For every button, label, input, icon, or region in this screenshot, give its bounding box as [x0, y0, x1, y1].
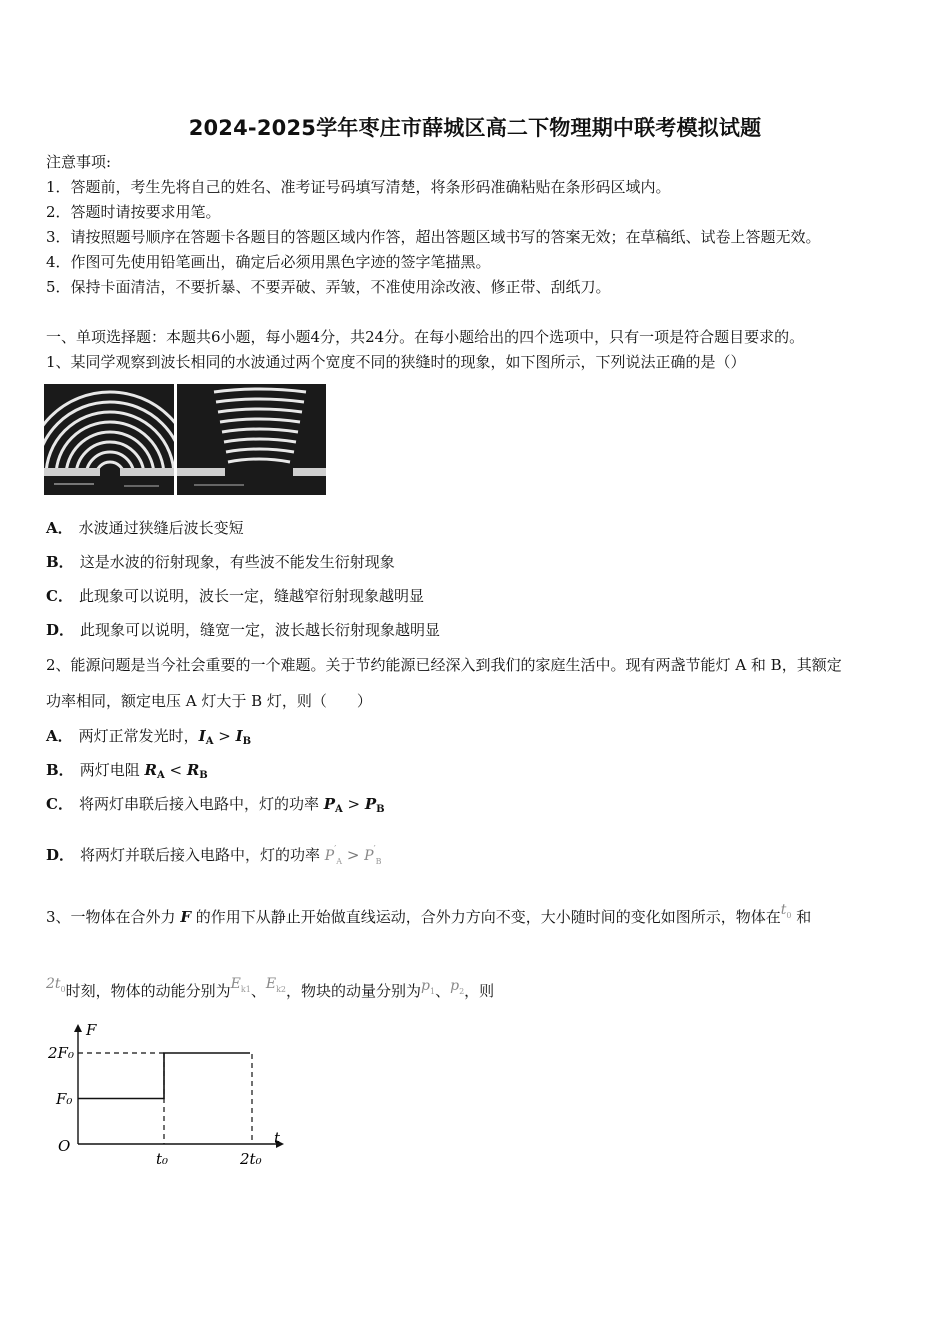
math-symbol: t: [780, 902, 787, 918]
math-symbol: P: [324, 848, 335, 864]
math-subscript: A: [335, 804, 343, 815]
option-text: 这是水波的衍射现象，有些波不能发生衍射现象: [79, 553, 395, 571]
math-symbol: R: [144, 761, 157, 779]
notice-heading: 注意事项:: [46, 153, 112, 171]
math-symbol: E: [230, 976, 241, 992]
math-subscript: B: [199, 770, 208, 781]
y-axis-arrow: [74, 1024, 82, 1032]
option-text: 此现象可以说明，缝宽一定，波长越长衍射现象越明显: [80, 621, 441, 639]
q1-option-d[interactable]: [46, 620, 440, 640]
option-letter: A．: [46, 727, 73, 745]
option-letter: C．: [46, 795, 73, 813]
notice-item: 5．保持卡面清洁，不要折暴、不要弄破、弄皱，不准使用涂改液、修正带、刮纸刀。: [46, 278, 611, 296]
question-3-stem-line1: [46, 900, 811, 927]
option-text: 两灯正常发光时，: [78, 727, 199, 745]
math-subscript: B: [375, 857, 382, 866]
option-letter: A．: [46, 519, 73, 537]
math-symbol: p: [421, 978, 430, 994]
y-tick-label: 2F₀: [48, 1044, 74, 1062]
math-subscript: k1: [240, 985, 251, 994]
math-subscript: A: [336, 857, 343, 866]
notice-item: 1．答题前，考生先将自己的姓名、准考证号码填写清楚，将条形码准确粘贴在条形码区域内。: [46, 178, 671, 196]
math-symbol: I: [235, 727, 243, 745]
section-heading: 一、单项选择题：本题共6小题，每小题4分，共24分。在每小题给出的四个选项中，只有一项是符合题目要求的。: [46, 328, 805, 346]
math-subscript: 2: [459, 987, 465, 996]
separator: 、: [250, 982, 266, 1000]
math-operator: <: [164, 761, 187, 779]
q2-option-d[interactable]: D． 将两灯并联后接入电路中，灯的功率 $P'_A > P'_B$: [46, 845, 382, 866]
question-3-stem-line2: [46, 974, 494, 1002]
option-text: 两灯电阻: [79, 761, 145, 779]
math-operator: >: [213, 727, 236, 745]
q1-option-b[interactable]: [46, 552, 395, 572]
x-axis-label: t: [274, 1129, 281, 1147]
question-2-stem-line2: 功率相同，额定电压 A 灯大于 B 灯，则（ ）: [46, 692, 372, 710]
math-symbol: R: [186, 761, 200, 779]
separator: 、: [435, 982, 451, 1000]
option-letter: B．: [46, 553, 74, 571]
stem-text: 的作用下从静止开始做直线运动，合外力方向不变，大小随时间的变化如图所示，物体在: [190, 908, 781, 926]
q1-option-a[interactable]: [46, 518, 244, 538]
stem-text: 3、一物体在合外力: [46, 908, 181, 926]
option-text: 此现象可以说明，波长一定，缝越窄衍射现象越明显: [78, 587, 424, 605]
math-subscript: B: [242, 736, 252, 747]
q1-option-c[interactable]: [46, 586, 424, 606]
origin-label: O: [58, 1137, 71, 1155]
option-letter: B．: [46, 761, 74, 779]
notice-item: 2．答题时请按要求用笔。: [46, 203, 221, 221]
math-symbol: p: [450, 978, 460, 994]
x-tick-label: 2t₀: [240, 1150, 262, 1168]
math-symbol: I: [198, 727, 206, 745]
math-subscript: A: [205, 736, 214, 747]
option-text: 将两灯并联后接入电路中，灯的功率: [80, 846, 325, 864]
q2-option-a[interactable]: [46, 726, 251, 752]
math-subscript: 0: [60, 985, 66, 994]
math-symbol: E: [265, 976, 277, 992]
math-symbol: P: [364, 795, 377, 813]
question-1-stem: 1、某同学观察到波长相同的水波通过两个宽度不同的狭缝时的现象，如下图所示，下列说法正确的是（）: [46, 353, 746, 371]
question-2-stem-line1: 2、能源问题是当今社会重要的一个难题。关于节约能源已经深入到我们的家庭生活中。现有两盏节能灯 A 和 B，其额定: [46, 656, 842, 674]
force-time-graph: [44, 1018, 294, 1173]
math-subscript: 1: [430, 987, 436, 996]
math-symbol: 2t: [46, 976, 61, 992]
notice-item: 3．请按照题号顺序在答题卡各题目的答题区域内作答，超出答题区域书写的答案无效；在草稿纸、试卷上答题无效。: [46, 228, 821, 246]
math-operator: >: [342, 846, 365, 864]
math-symbol: P: [323, 795, 336, 813]
water-wave-diffraction-image: [44, 384, 326, 495]
stem-text: 时刻，物体的动能分别为: [65, 982, 231, 1000]
math-subscript: A: [156, 770, 165, 781]
y-axis-label: F: [86, 1021, 97, 1039]
math-subscript: k2: [276, 985, 287, 994]
math-symbol: P: [364, 848, 374, 864]
notice-item: 4．作图可先使用铅笔画出，确定后必须用黑色字迹的签字笔描黑。: [46, 253, 491, 271]
stem-text: ，物块的动量分别为: [286, 982, 422, 1000]
stem-text: 和: [791, 908, 812, 926]
stem-text: ，则: [464, 982, 495, 1000]
force-series-line: [78, 1053, 250, 1099]
q2-option-c[interactable]: [46, 794, 385, 820]
option-letter: C．: [46, 587, 73, 605]
math-subscript: B: [376, 804, 385, 815]
option-text: 水波通过狭缝后波长变短: [78, 519, 244, 537]
y-tick-label: F₀: [56, 1090, 73, 1108]
option-letter: D．: [46, 621, 75, 639]
q2-option-b[interactable]: [46, 760, 208, 786]
page-title: 2024-2025学年枣庄市薛城区高二下物理期中联考模拟试题: [188, 116, 762, 140]
option-letter: D．: [46, 846, 75, 864]
math-symbol: F: [180, 908, 191, 926]
math-subscript: 0: [786, 911, 792, 920]
option-text: 将两灯串联后接入电路中，灯的功率: [78, 795, 324, 813]
math-operator: >: [342, 795, 365, 813]
x-tick-label: t₀: [156, 1150, 169, 1168]
